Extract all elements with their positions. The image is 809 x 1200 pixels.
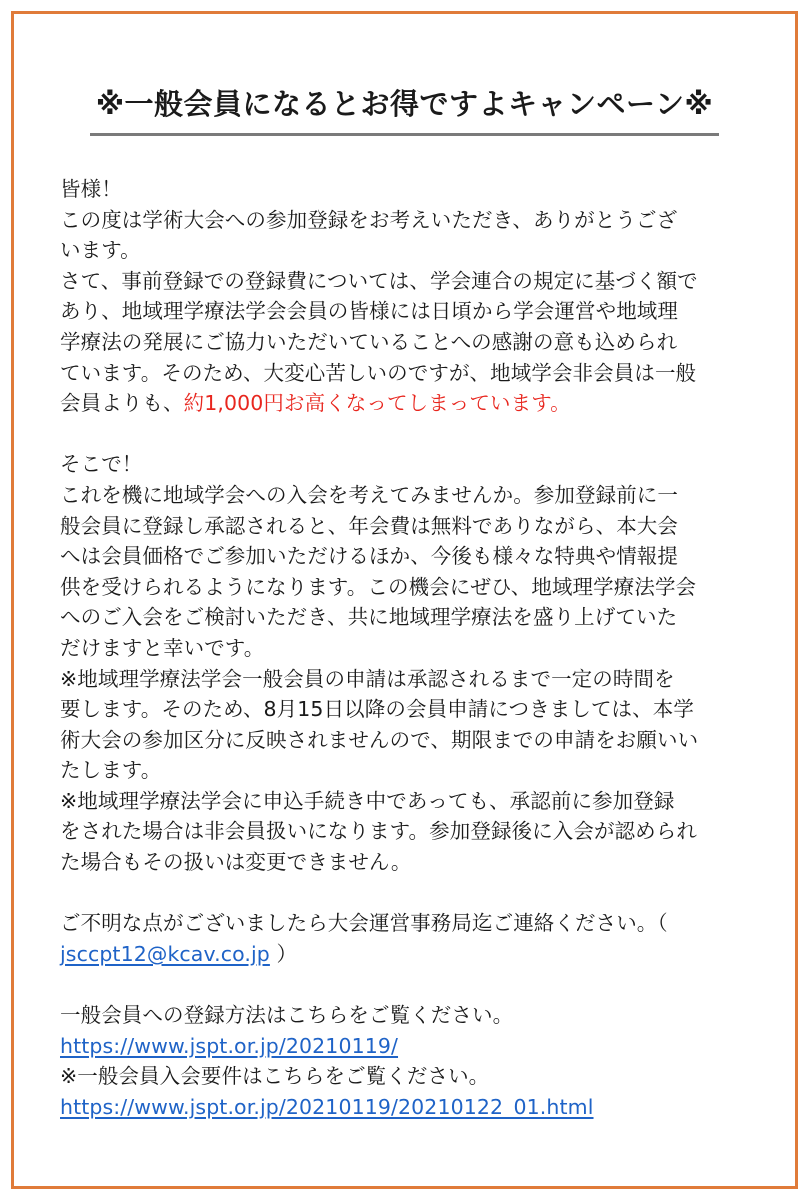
intro-line: さて、事前登録での登録費については、学会連合の規定に基づく額で: [60, 268, 698, 293]
registration-url-line: [60, 1031, 760, 1062]
campaign-frame: [11, 11, 798, 1189]
intro-line-prefix: 会員よりも、: [60, 391, 184, 416]
paragraph-gap: [60, 878, 760, 909]
contact-email-line: [60, 939, 760, 970]
proposal-line: だけますと幸いです。: [60, 635, 265, 660]
note-line: たします。: [60, 758, 162, 783]
intro-line: 学療法の発展にご協力いただいていることへの感謝の意も込められ: [60, 329, 678, 354]
contact-line: ご不明な点がございましたら大会運営事務局迄ご連絡ください。（: [60, 911, 668, 936]
proposal-line: へは会員価格でご参加いただけるほか、今後も様々な特典や情報提: [60, 544, 678, 569]
price-difference-highlight: 約1,000円お高くなってしまっています。: [183, 391, 571, 416]
title-wrap: [14, 82, 795, 136]
requirements-line: ※一般会員入会要件はこちらをご覧ください。: [60, 1064, 490, 1089]
requirements-url-line: [60, 1092, 760, 1123]
intro-line: あり、地域理学療法学会会員の皆様には日頃から学会運営や地域理: [60, 299, 678, 324]
proposal-line: 供を受けられるようになります。この機会にぜひ、地域理学療法学会: [60, 574, 697, 599]
proposal-line: 般会員に登録し承認されると、年会費は無料でありながら、本大会: [60, 513, 678, 538]
greeting: 皆様！: [60, 177, 122, 201]
registration-method-link[interactable]: https://www.jspt.or.jp/20210119/: [60, 1033, 399, 1058]
intro-line-last: [60, 388, 760, 419]
paragraph-gap: [60, 419, 760, 450]
note-line: ※地域理学療法学会一般会員の申請は承認されるまで一定の時間を: [60, 666, 675, 691]
proposal-line: へのご入会をご検討いただき、共に地域理学療法を盛り上げていた: [60, 605, 678, 630]
note-line: た場合もその扱いは変更できません。: [60, 850, 412, 875]
registration-line: 一般会員への登録方法はこちらをご覧ください。: [60, 1003, 514, 1028]
campaign-title: ※一般会員になるとお得ですよキャンペーン※: [90, 82, 719, 136]
note-line: 要します。そのため、8月15日以降の会員申請につきましては、本学: [60, 697, 694, 722]
proposal-line: これを機に地域学会への入会を考えてみませんか。参加登録前に一: [60, 482, 678, 507]
note-line: 術大会の参加区分に反映されませんので、期限までの申請をお願いい: [60, 727, 699, 752]
contact-email-link[interactable]: jsccpt12@kcav.co.jp: [60, 941, 270, 966]
campaign-body: [60, 174, 760, 1122]
membership-requirements-link[interactable]: https://www.jspt.or.jp/20210119/20210122_01.html: [60, 1094, 594, 1119]
contact-close-paren: ）: [276, 941, 298, 966]
note-line: をされた場合は非会員扱いになります。参加登録後に入会が認められ: [60, 819, 697, 844]
proposal-heading: そこで！: [60, 452, 143, 477]
note-line: ※地域理学療法学会に申込手続き中であっても、承認前に参加登録: [60, 788, 675, 813]
intro-line: ています。そのため、大変心苦しいのですが、地域学会非会員は一般: [60, 360, 697, 385]
paragraph-gap: [60, 969, 760, 1000]
intro-line: この度は学術大会への参加登録をお考えいただき、ありがとうござ: [60, 207, 678, 232]
intro-line: います。: [60, 238, 141, 263]
